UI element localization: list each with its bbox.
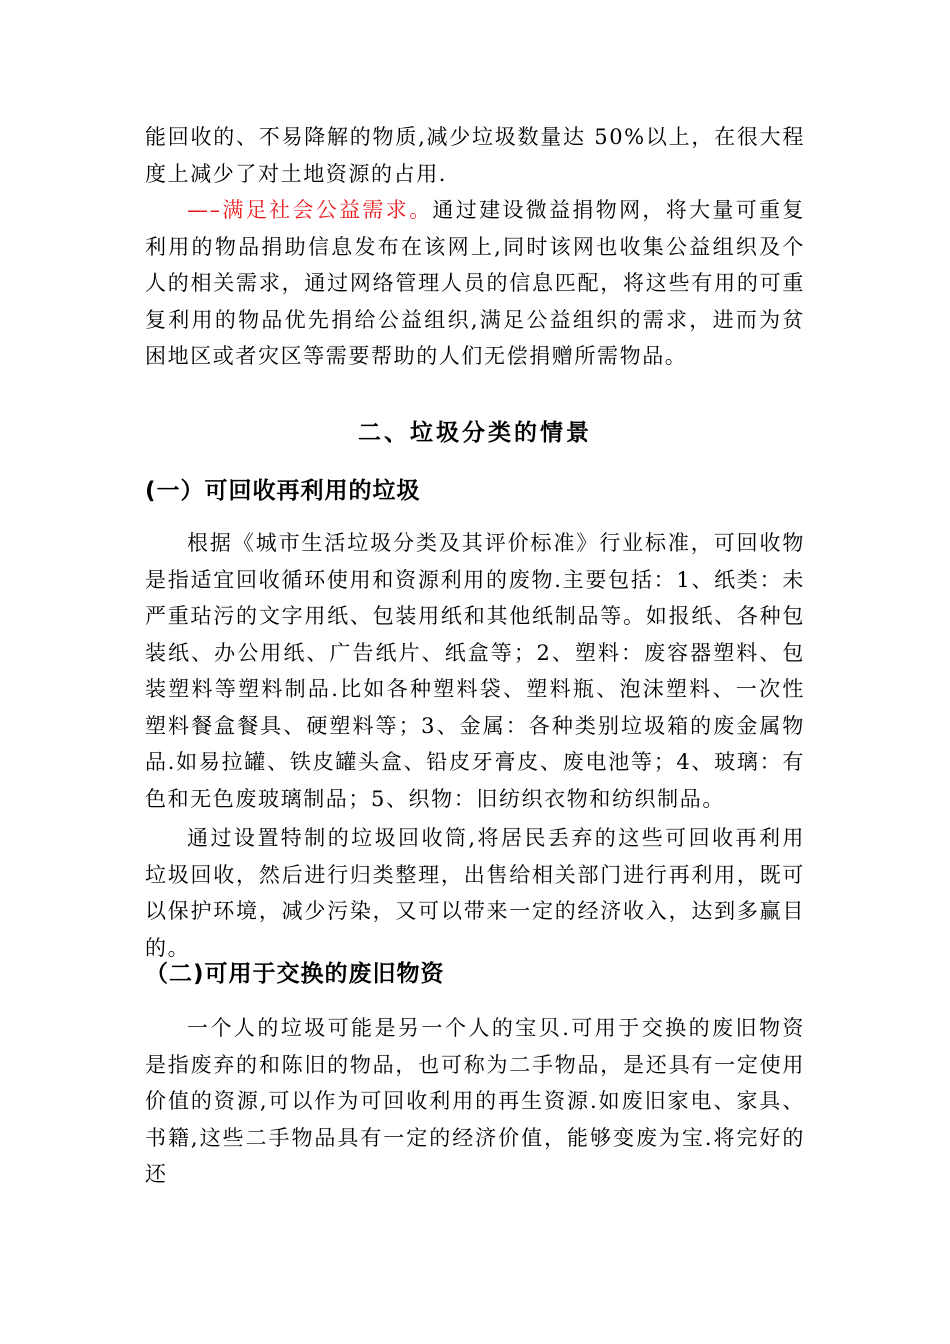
section-title: 二、垃圾分类的情景 — [358, 420, 592, 446]
paragraph-recycling-bins: 通过设置特制的垃圾回收筒,将居民丢弃的这些可回收再利用垃圾回收，然后进行归类整理，出售给相关部门进行再利用，既可以保护环境，减少污染，又可以带来一定的经济收入，达到多赢目的。 — [145, 826, 805, 960]
paragraph-public-welfare-text: 通过建设微益捐物网，将大量可重复利用的物品捐助信息发布在该网上,同时该网也收集公益组织及个人的相关需求，通过网络管理人员的信息匹配，将这些有用的可重复利用的物品优先捐给公益组织,满足公益组织的需求，进而为贫困地区或者灾区等需要帮助的人们无偿捐赠所需物品。 — [145, 198, 805, 368]
highlight-heading: —–满足社会公益需求。 — [187, 198, 433, 222]
paragraph-continuation: 能回收的、不易降解的物质,减少垃圾数量达 50%以上，在很大程度上减少了对土地资源的占用. — [145, 125, 805, 186]
paragraph-exchange-definition: 一个人的垃圾可能是另一个人的宝贝.可用于交换的废旧物资是指废弃的和陈旧的物品，也可称为二手物品，是还具有一定使用价值的资源,可以作为可回收利用的再生资源.如废旧家电、家具、书籍,这些二手物品具有一定的经济价值，能够变废为宝.将完好的还 — [145, 1016, 805, 1186]
paragraph-recyclable-definition: 根据《城市生活垃圾分类及其评价标准》行业标准，可回收物是指适宜回收循环使用和资源利用的废物.主要包括：1、纸类：未严重玷污的文字用纸、包装用纸和其他纸制品等。如报纸、各种包装纸、办公用纸、广告纸片、纸盒等；2、塑料：废容器塑料、包装塑料等塑料制品.比如各种塑料袋、塑料瓶、泡沫塑料、一次性塑料餐盒餐具、硬塑料等；3、金属：各种类别垃圾箱的废金属物品.如易拉罐、铁皮罐头盒、铅皮牙膏皮、废电池等；4、玻璃：有色和无色废玻璃制品；5、织物：旧纺织衣物和纺织制品。 — [145, 531, 805, 811]
subsection-title-exchange: （二)可用于交换的废旧物资 — [145, 961, 445, 987]
subsection-title-recyclable: (一）可回收再利用的垃圾 — [145, 478, 421, 504]
paragraph-public-welfare — [145, 192, 805, 375]
